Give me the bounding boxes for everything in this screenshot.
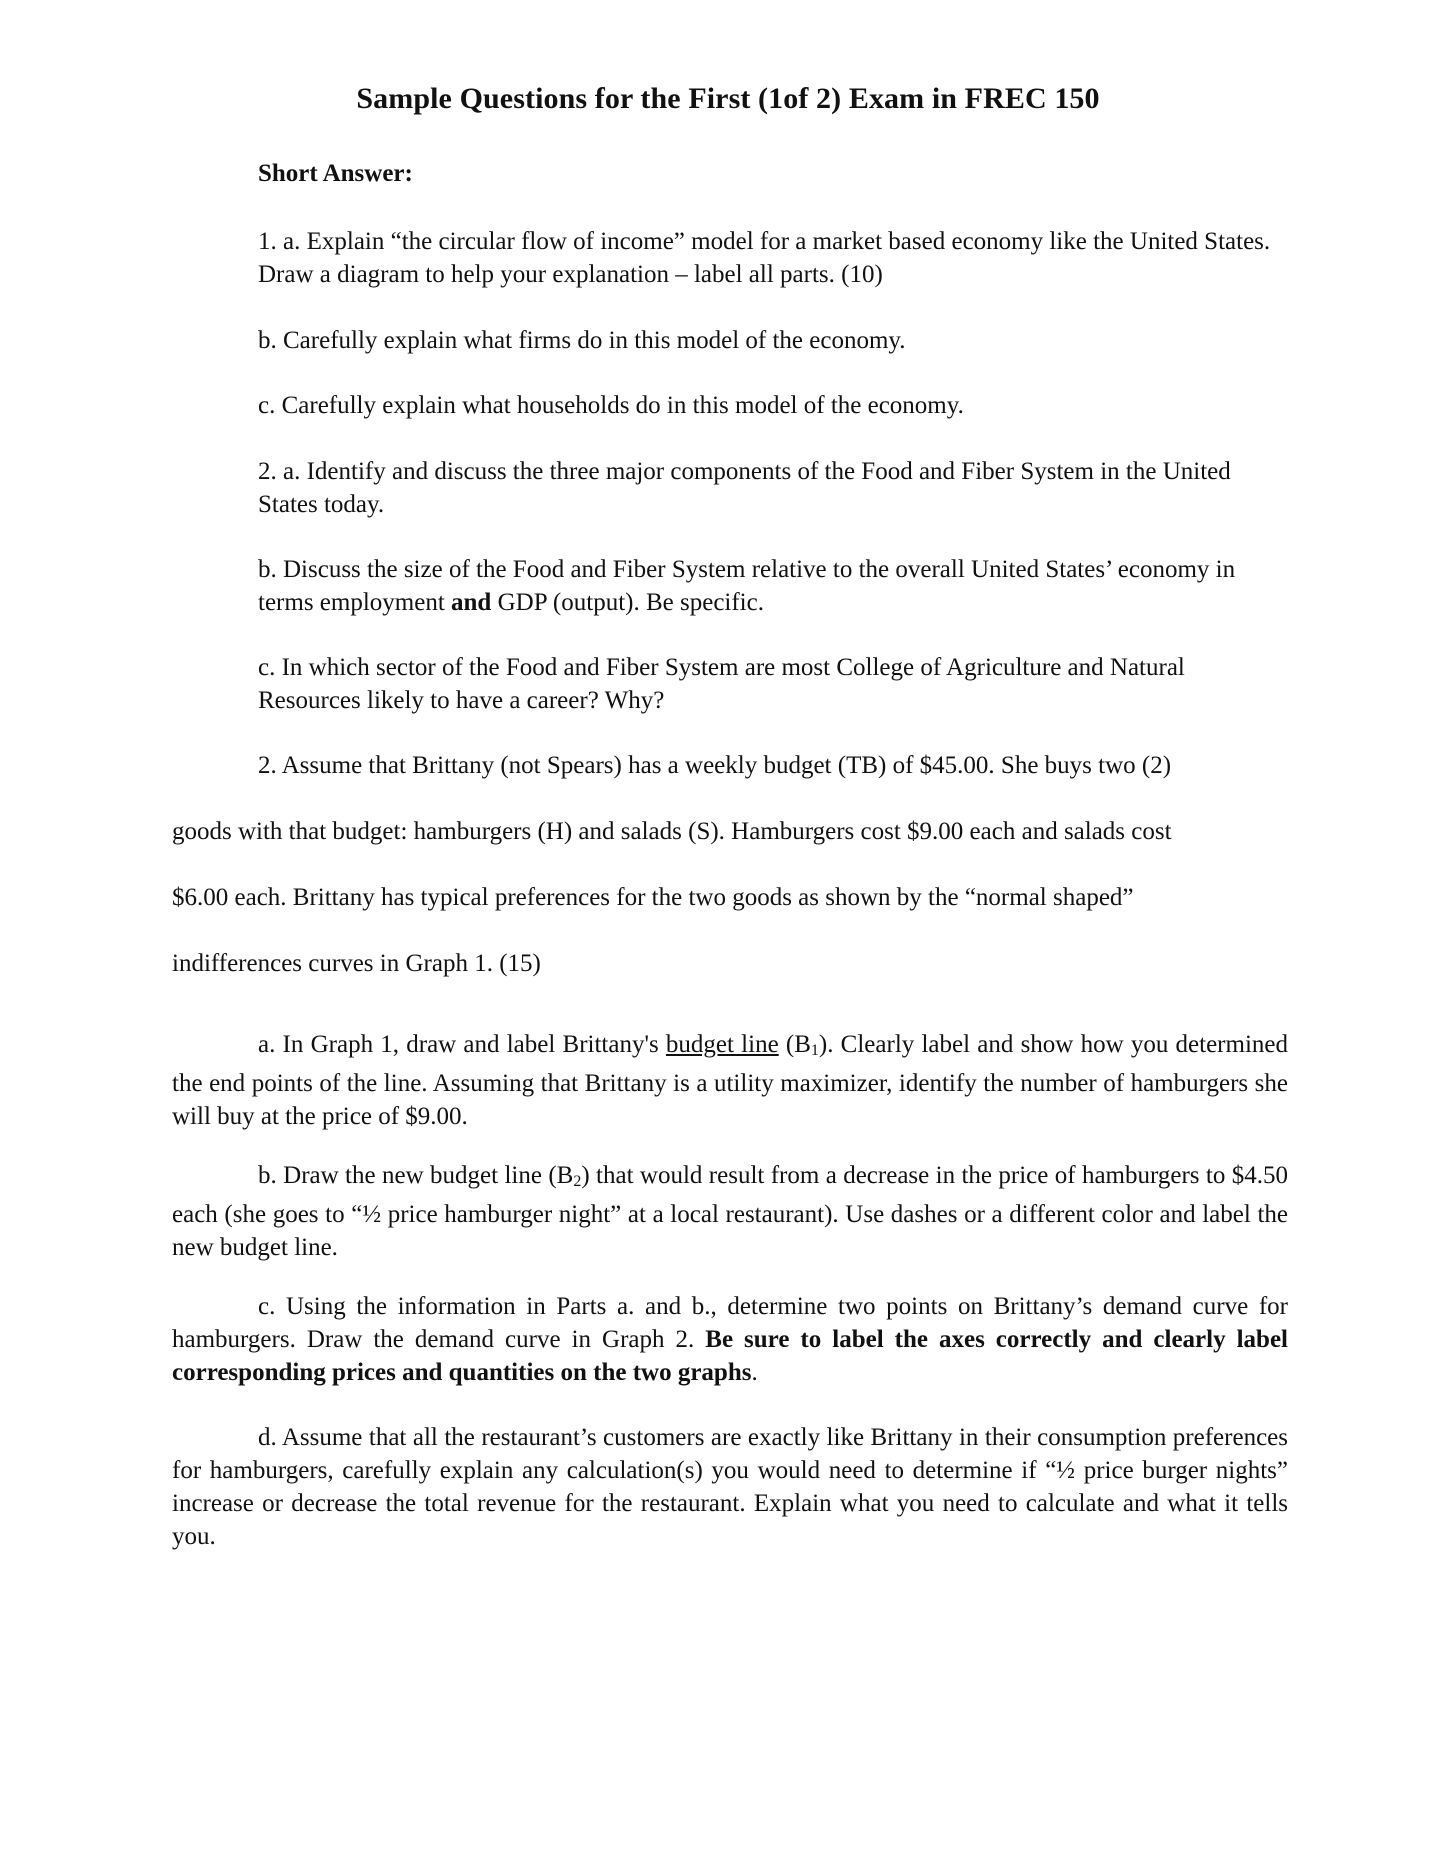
question-3b-text-end: ) that would result from a decrease in the price of hamburgers to $4.50 each (she goes to “½ price hamburger night” at a local restaurant). Use dashes or a different color and label the new budget line. [172,1162,1288,1261]
question-2b-text-end: GDP (output). Be specific. [491,589,764,616]
question-2a: 2. a. Identify and discuss the three major components of the Food and Fiber System in the United States today. [258,458,1231,518]
question-3b-text-start: b. Draw the new budget line (B [258,1162,574,1189]
question-1a: 1. a. Explain “the circular flow of income” model for a market based economy like the United States. Draw a diagram to help your explanation – label all parts. (10) [258,228,1271,288]
question-3-intro-line-4: indifferences curves in Graph 1. (15) [172,950,541,977]
question-3c [172,1290,1288,1389]
question-3c-text-end: . [751,1359,758,1386]
question-3a [172,1028,1288,1133]
page-title: Sample Questions for the First (1of 2) Exam in FREC 150 [356,82,1100,115]
question-1c: c. Carefully explain what households do in this model of the economy. [258,392,964,419]
question-3d-text: d. Assume that all the restaurant’s customers are exactly like Brittany in their consumption preferences for hamburgers, carefully explain any calculation(s) you would need to determine if “½ price burger nights” increase or decrease the total revenue for the restaurant. Explain what you need to calculate and what it tells you. [172,1424,1288,1550]
question-3d [172,1421,1288,1553]
question-2b [258,553,1288,619]
section-heading: Short Answer: [258,160,413,187]
question-1b: b. Carefully explain what firms do in this model of the economy. [258,327,906,354]
question-3-intro-line-3: $6.00 each. Brittany has typical preferences for the two goods as shown by the “normal shaped” [172,884,1134,911]
question-3c-text-start: c. Using the information in Parts a. and b., determine two points on Brittany’s demand curve for hamburgers. Draw the demand curve in Graph 2. [172,1293,1288,1353]
question-3b-subscript: 2 [573,1173,582,1190]
question-3a-text-end: ). Clearly label and show how you determined the end points of the line. Assuming that Brittany is a utility maximizer, identify the number of hamburgers she will buy at the price of $9.00. [172,1031,1288,1130]
question-3-intro-line-2: goods with that budget: hamburgers (H) and salads (S). Hamburgers cost $9.00 each and salads cost [172,818,1172,845]
question-2b-bold: and [451,589,492,616]
question-3a-label: (B [778,1031,811,1058]
question-3b [172,1159,1288,1264]
question-3-intro [172,749,1288,1013]
question-2c: c. In which sector of the Food and Fiber System are most College of Agriculture and Natural Resources likely to have a career? Why? [258,654,1185,714]
question-2b-text-start: b. Discuss the size of the Food and Fiber System relative to the overall United States’ economy in terms employment [258,556,1236,616]
question-3a-text-start: a. In Graph 1, draw and label Brittany's [258,1031,666,1058]
question-3c-bold: Be sure to label the axes correctly and clearly label corresponding prices and quantities on the two graphs [172,1326,1288,1386]
question-3a-subscript: 1 [810,1042,819,1059]
question-3a-underlined: budget line [665,1031,779,1058]
question-3-intro-line-1: 2. Assume that Brittany (not Spears) has a weekly budget (TB) of $45.00. She buys two (2) [258,752,1172,779]
